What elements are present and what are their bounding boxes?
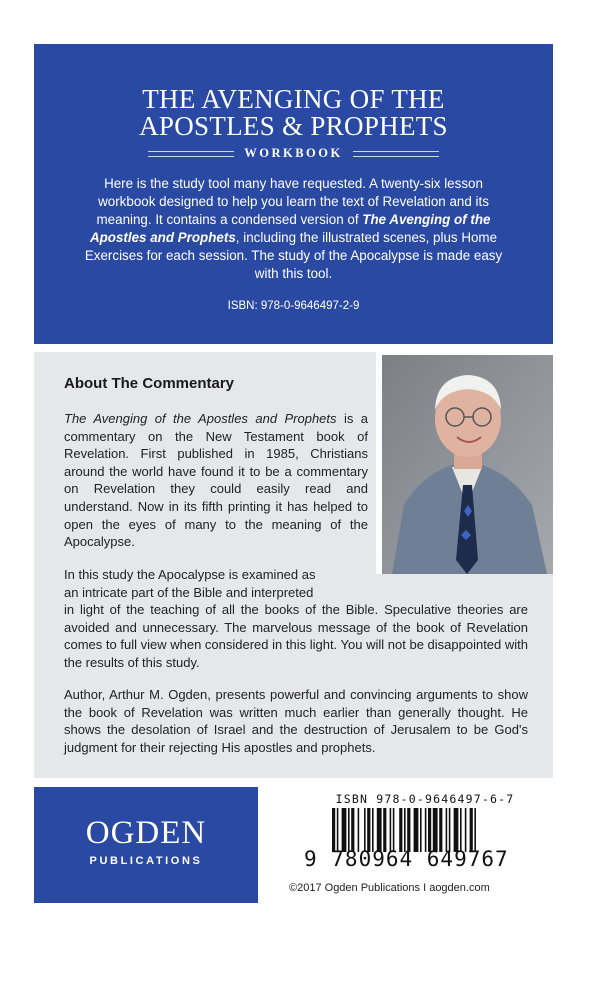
about-paragraph-3: Author, Arthur M. Ogden, presents powerful and convincing arguments to show the book of Revelation was written much earlier than generally thought. He shows the desolation of Israel and the destruction of Jerusalem to be God's judgment for their rejecting His apostles and prophets. <box>64 687 528 755</box>
about-paragraph-2-line-a: In this study the Apocalypse is examined as <box>64 567 316 582</box>
barcode-bar <box>425 808 427 852</box>
barcode-digits: 9 780964 649767 <box>304 847 509 871</box>
publisher-name: OGDEN <box>85 815 207 851</box>
publisher-subtitle: PUBLICATIONS <box>89 855 203 867</box>
subtitle-row <box>34 146 553 161</box>
barcode-bar <box>364 808 366 852</box>
barcode-bar <box>348 808 350 852</box>
barcode-icon <box>330 808 522 852</box>
blurb-book-title: The Avenging of the Apostles and Prophets <box>89 212 491 245</box>
barcode-bar <box>404 808 406 852</box>
barcode-bar <box>377 808 382 852</box>
blurb-text-2: , including the illustrated scenes, plus Home Exercises for each session. The study of the Apocalypse is made easy with this tool. <box>84 230 503 281</box>
barcode-bar <box>390 808 392 852</box>
barcode-bar <box>358 808 360 852</box>
author-photo <box>382 355 553 574</box>
workbook-title <box>34 86 553 140</box>
barcode-bar <box>337 808 339 852</box>
barcode-bar <box>332 808 335 852</box>
commentary-panel <box>34 352 553 778</box>
title-line-1: THE AVENGING OF THE <box>142 84 445 114</box>
workbook-blurb <box>78 175 509 283</box>
author-photo-frame <box>376 352 553 574</box>
about-paragraph-1-text: is a commentary on the New Testament book of Revelation. First published in 1985, Christians around the world have found it to be a commentary on Revelation they could easily read and understand. Now in its fifth printing it has helped to open the eyes of many to the meaning of the Apocalypse. <box>64 411 369 550</box>
barcode-bar <box>439 808 442 852</box>
barcode-bar <box>342 808 347 852</box>
about-paragraph-2-rest: in light of the teaching of all the books of the Bible. Speculative theories are avoided and unnecessary. The marvelous message of the book of Revelation comes to full view when considered in this light. You will not be disappointed with the results of this study. <box>64 602 528 670</box>
barcode-bar <box>393 808 395 852</box>
copyright-line: ©2017 Ogden Publications I aogden.com <box>289 882 490 894</box>
barcode-bar <box>407 808 410 852</box>
about-paragraph-2 <box>64 566 528 672</box>
barcode-bar <box>383 808 386 852</box>
barcode-bar <box>446 808 448 852</box>
workbook-panel <box>34 44 553 344</box>
barcode-bar <box>367 808 370 852</box>
barcode-isbn-label: ISBN 978-0-9646497-6-7 <box>335 792 515 806</box>
barcode-bar <box>372 808 374 852</box>
blurb-text-1: Here is the study tool many have requested. A twenty-six lesson workbook designed to help you learn the text of Revelation and its meaning. It contains a condensed version of <box>96 176 489 227</box>
divider-right <box>353 151 439 157</box>
barcode-bar <box>454 808 459 852</box>
barcode-area <box>304 790 528 880</box>
barcode-bar <box>351 808 354 852</box>
barcode-bar <box>428 808 431 852</box>
about-heading: About The Commentary <box>64 375 235 392</box>
commentary-title: The Avenging of the Apostles and Prophets <box>64 411 337 426</box>
title-line-2: APOSTLES & PROPHETS <box>139 111 448 141</box>
workbook-subtitle: WORKBOOK <box>244 146 343 160</box>
about-paragraph-2-line-b: an intricate part of the Bible and interpreted <box>64 584 314 600</box>
divider-left <box>148 151 234 157</box>
about-paragraph-1 <box>64 410 368 551</box>
barcode-bar <box>465 808 467 852</box>
publisher-logo <box>34 787 258 903</box>
barcode-bar <box>433 808 438 852</box>
barcode-bar <box>420 808 422 852</box>
barcode-bar <box>449 808 451 852</box>
barcode-bar <box>399 808 402 852</box>
workbook-isbn: ISBN: 978-0-9646497-2-9 <box>227 300 360 312</box>
barcode-bar <box>470 808 473 852</box>
barcode-bar <box>474 808 476 852</box>
barcode-bar <box>460 808 462 852</box>
barcode-bar <box>414 808 419 852</box>
